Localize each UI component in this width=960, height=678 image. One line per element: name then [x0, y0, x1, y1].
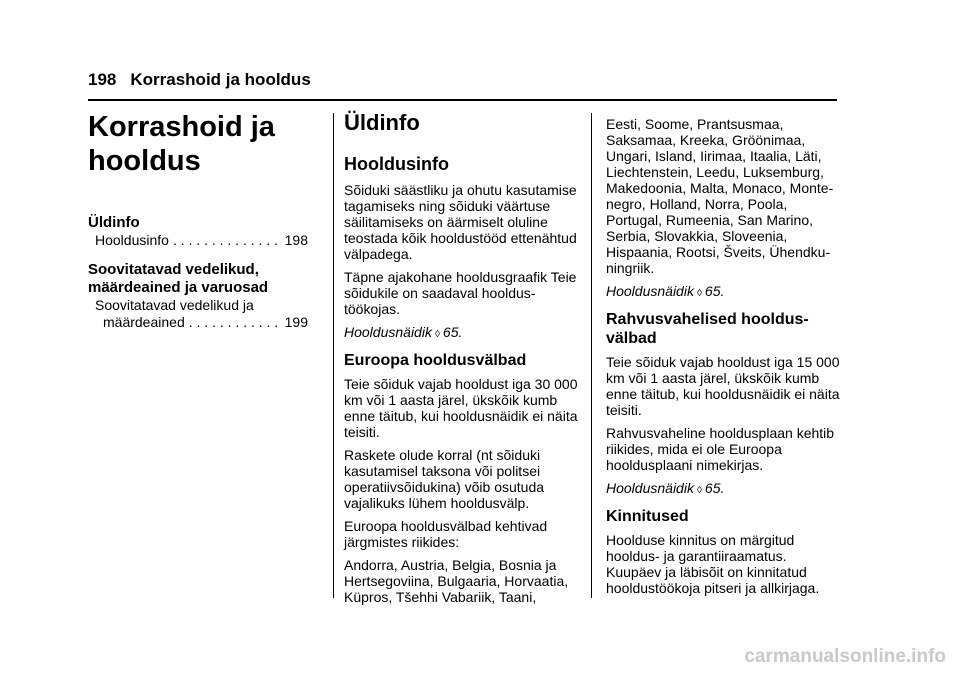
section-heading-hooldusinfo: Hooldusinfo	[344, 154, 449, 174]
paragraph: Hoolduse kinnitus on märgitud hooldus- ja garantiiraamatus. Kuupäev ja läbisõit on kinnitatud hooldustöökoja pitseri ja allkirjaga.	[606, 532, 820, 596]
cross-reference-link[interactable]: Hooldusnäidik ◊ 65.	[344, 324, 463, 340]
paragraph: Euroopa hooldusvälbad kehtivad järgmistes riikides:	[344, 518, 548, 550]
column-divider	[333, 113, 334, 598]
page-number: 198	[88, 70, 117, 89]
page-reference-icon: ◊	[696, 288, 702, 299]
chapter-toc-column	[88, 110, 308, 331]
header-rule	[88, 99, 837, 101]
toc-heading-general: Üldinfo	[88, 214, 140, 231]
cross-reference-link[interactable]: Hooldusnäidik ◊ 65.	[606, 283, 725, 299]
column-divider	[591, 113, 592, 598]
chapter-title: Korrashoid ja hooldus	[88, 111, 275, 177]
article-title: Üldinfo	[344, 110, 420, 135]
page-reference-icon: ◊	[434, 329, 440, 340]
toc-heading-fluids: Soovitatavad vedelikud, määrdeained ja varuosad	[88, 261, 269, 296]
page-reference-icon: ◊	[696, 485, 702, 496]
country-list-continued: Eesti, Soome, Prantsusmaa, Saksamaa, Kreeka, Gröönimaa, Ungari, Island, Iirimaa, Itaalia, Läti, Liechtenstein, Leedu, Luksemburg, Makedoonia, Malta, Monaco, Montenegro, Holland, Norra, Poola, Portugal, Rumeenia, San Marino, Serbia, Slovakkia, Sloveenia, Hispaania, Rootsi, Šveits, Ühendkuningriik.	[606, 116, 834, 276]
paragraph: Teie sõiduk vajab hooldust iga 15 000 km või 1 aasta järel, ükskõik kumb enne täitub, kui hooldusnäidik ei näita teisiti.	[606, 354, 840, 418]
toc-entry-hooldusinfo[interactable]: Hooldusinfo . . . 198	[88, 232, 308, 249]
toc-entry-fluids[interactable]: Soovitatavad vedelikud ja määrdeained . . . 199	[88, 297, 308, 331]
section-heading-rahvusvahelised: Rahvusvahelised hooldusvälbad	[606, 311, 809, 347]
country-list-start: Andorra, Austria, Belgia, Bosnia ja Hertsegoviina, Bulgaaria, Horvaatia, Küpros, Tšehhi Vabariik, Taani,	[344, 557, 569, 605]
article-column-right	[606, 116, 840, 603]
paragraph: Sõiduki säästliku ja ohutu kasutamise tagamiseks ning sõiduki väärtuse säilitamiseks on äärmiselt oluline teostada kõik hooldustööd ettenähtud välpadega.	[344, 182, 577, 262]
paragraph: Rahvusvaheline hooldusplaan kehtib riikides, mida ei ole Euroopa hooldusplaani nimekirjas.	[606, 425, 835, 473]
section-heading-kinnitused: Kinnitused	[606, 508, 689, 525]
cross-reference-link[interactable]: Hooldusnäidik ◊ 65.	[606, 480, 725, 496]
running-title: Korrashoid ja hooldus	[130, 70, 311, 89]
toc-page-number: 199	[284, 314, 308, 330]
watermark: carmanualsonline.info	[744, 646, 946, 667]
section-heading-euroopa: Euroopa hooldusvälbad	[344, 352, 527, 369]
paragraph: Raskete olude korral (nt sõiduki kasutamisel taksona või politsei operatiivsõidukina) võib osutuda vajalikuks lühem hooldusvälp.	[344, 447, 545, 511]
paragraph: Täpne ajakohane hooldusgraafik Teie sõidukile on saadaval hooldustöökojas.	[344, 269, 577, 317]
toc-page-number: 198	[284, 232, 308, 248]
paragraph: Teie sõiduk vajab hooldust iga 30 000 km või 1 aasta järel, ükskõik kumb enne täitub, kui hooldusnäidik ei näita teisiti.	[344, 376, 578, 440]
article-column-left	[344, 110, 580, 605]
page-header	[88, 70, 311, 90]
